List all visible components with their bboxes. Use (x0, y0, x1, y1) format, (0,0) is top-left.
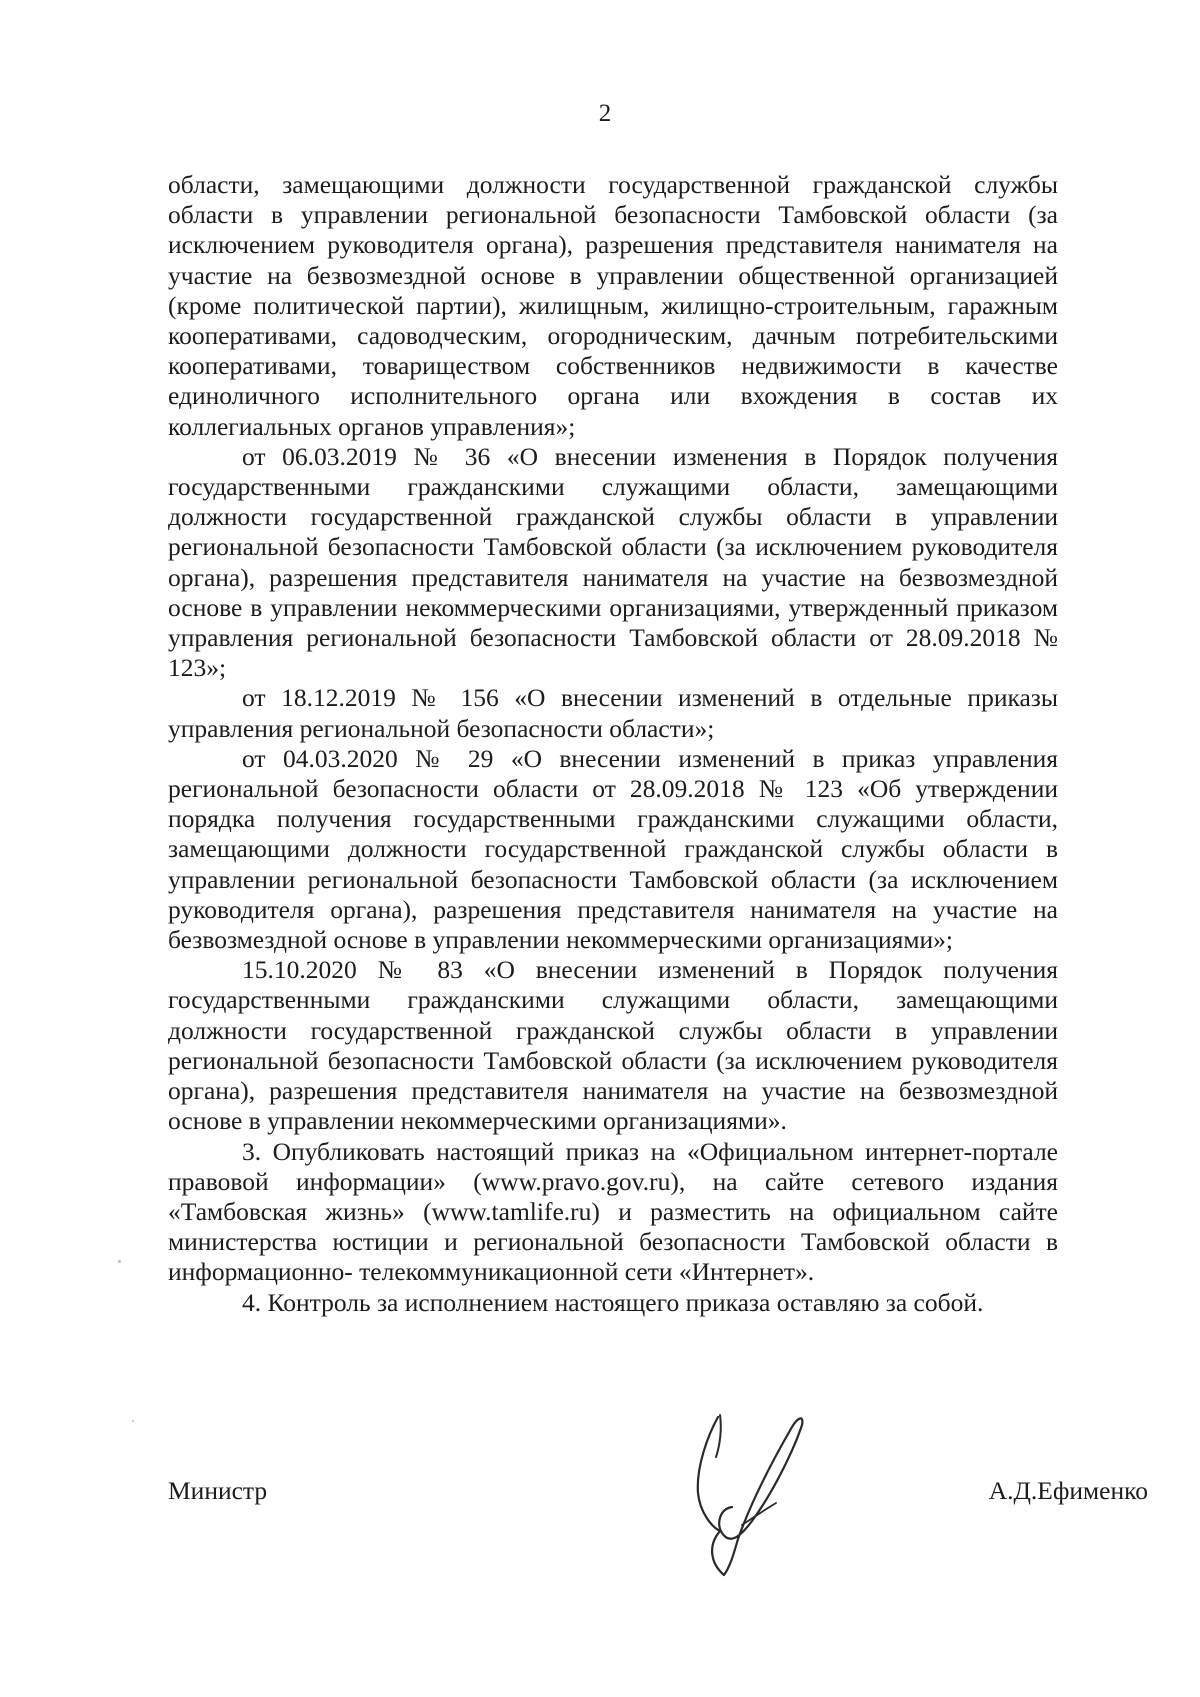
paragraph-order-83: 15.10.2020 № 83 «О внесении изменений в Порядок получения государственными гражданскими служащими области, замещающими должности государственной гражданской службы области в управлении региональной безопасности Тамбовской области (за исключением руководителя органа), разрешения представителя нанимателя на участие на безвозмездной основе в управлении некоммерческими организациями». (168, 955, 1058, 1136)
signature-block (168, 1476, 1198, 1516)
paragraph-order-29: от 04.03.2020 № 29 «О внесении изменений в приказ управления региональной безопасности области от 28.09.2018 № 123 «Об утверждении порядка получения государственными гражданскими служащими области, замещающими должности государственной гражданской службы области в управлении региональной безопасности Тамбовской области (за исключением руководителя органа), разрешения представителя нанимателя на участие на безвозмездной основе в управлении некоммерческими организациями»; (168, 743, 1058, 955)
paragraph-item-4-control: 4. Контроль за исполнением настоящего приказа оставляю за собой. (242, 1287, 984, 1317)
paragraph-order-36: от 06.03.2019 № 36 «О внесении изменения в Порядок получения государственными гражданскими служащими области, замещающими должности государственной гражданской службы области в управлении региональной безопасности Тамбовской области (за исключением руководителя органа), разрешения представителя нанимателя на участие на безвозмездной основе в управлении некоммерческими организациями, утвержденный приказом управления региональной безопасности Тамбовской области от 28.09.2018 № 123»; (168, 441, 1058, 683)
page-number: 2 (598, 100, 612, 127)
signer-name: А.Д.Ефименко (988, 1476, 1148, 1505)
signer-position: Министр (168, 1476, 268, 1505)
scan-speck (132, 1420, 134, 1422)
document-body (168, 170, 1058, 1318)
scan-speck (118, 1260, 121, 1263)
paragraph-item-3-publish: 3. Опубликовать настоящий приказ на «Официальном интернет-портале правовой информации» (www.pravo.gov.ru), на сайте сетевого издания «Тамбовская жизнь» (www.tamlife.ru) и разместить на официальном сайте министерства юстиции и региональной безопасности Тамбовской области в информационно- телекоммуникационной сети «Интернет». (168, 1136, 1058, 1287)
paragraph-continuation: области, замещающими должности государственной гражданской службы области в управлении региональной безопасности Тамбовской области (за исключением руководителя органа), разрешения представителя нанимателя на участие на безвозмездной основе в управлении общественной организацией (кроме политической партии), жилищным, жилищно-строительным, гаражным кооперативами, садоводческим, огородническим, дачным потребительскими кооперативами, товариществом собственников недвижимости в качестве единоличного исполнительного органа или вхождения в состав их коллегиальных органов управления»; (168, 170, 1058, 441)
handwritten-signature (690, 1405, 820, 1580)
paragraph-order-156: от 18.12.2019 № 156 «О внесении изменений в отдельные приказы управления региональной безопасности области»; (168, 683, 1058, 743)
